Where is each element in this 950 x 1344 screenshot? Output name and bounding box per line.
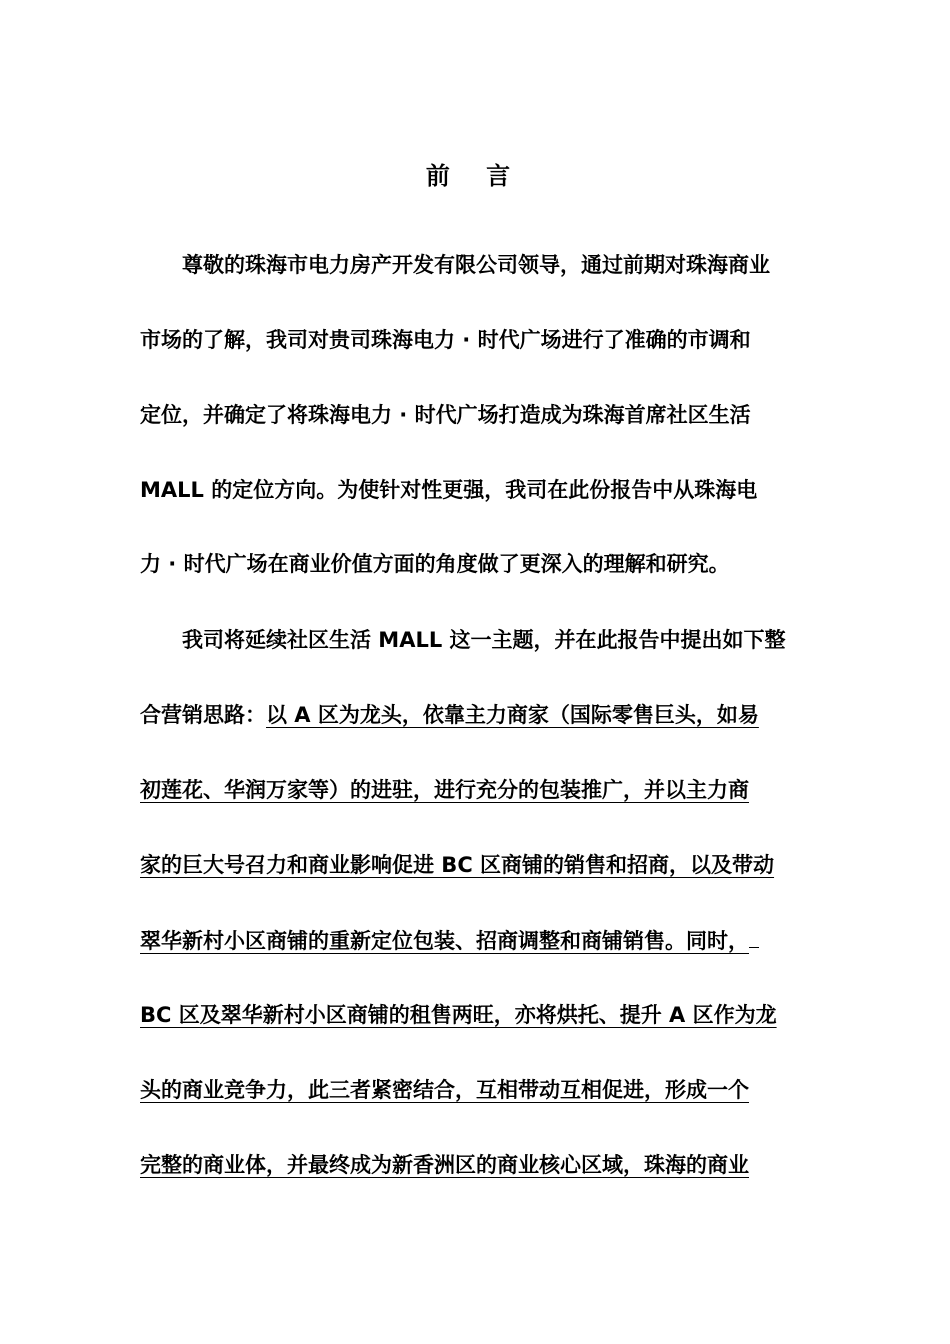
underline-extension — [749, 925, 759, 948]
paragraph-2-line-7: 头的商业竞争力，此三者紧密结合，互相带动互相促进，形成一个 — [140, 1078, 749, 1102]
paragraph-2-line-5-text: 翠华新村小区商铺的重新定位包装、招商调整和商铺销售。同时， — [140, 929, 749, 953]
paragraph-1-line-5: 力 · 时代广场在商业价值方面的角度做了更深入的理解和研究。 — [140, 552, 730, 576]
paragraph-2-line-1: 我司将延续社区生活 MALL 这一主题，并在此报告中提出如下整 — [182, 628, 786, 652]
paragraph-2-line-6: BC 区及翠华新村小区商铺的租售两旺，亦将烘托、提升 A 区作为龙 — [140, 1003, 777, 1027]
page-title: 前 言 — [425, 162, 525, 190]
paragraph-2-line-2-prefix: 合营销思路： — [140, 703, 266, 727]
paragraph-1-line-1: 尊敬的珠海市电力房产开发有限公司领导，通过前期对珠海商业 — [182, 253, 770, 277]
paragraph-2-line-3: 初莲花、华润万家等）的进驻，进行充分的包装推广，并以主力商 — [140, 778, 749, 802]
paragraph-2-line-2-underlined: 以 A 区为龙头，依靠主力商家（国际零售巨头，如易 — [266, 703, 759, 727]
paragraph-1-line-3: 定位，并确定了将珠海电力 · 时代广场打造成为珠海首席社区生活 — [140, 403, 751, 427]
paragraph-2-line-8: 完整的商业体，并最终成为新香洲区的商业核心区域，珠海的商业 — [140, 1153, 749, 1177]
paragraph-2-line-4: 家的巨大号召力和商业影响促进 BC 区商铺的销售和招商，以及带动 — [140, 853, 775, 877]
paragraph-2-line-5 — [140, 925, 820, 956]
paragraph-1-line-2: 市场的了解，我司对贵司珠海电力 · 时代广场进行了准确的市调和 — [140, 328, 751, 352]
paragraph-1-line-4: MALL 的定位方向。为使针对性更强，我司在此份报告中从珠海电 — [140, 478, 758, 502]
paragraph-2-line-2 — [140, 700, 820, 730]
